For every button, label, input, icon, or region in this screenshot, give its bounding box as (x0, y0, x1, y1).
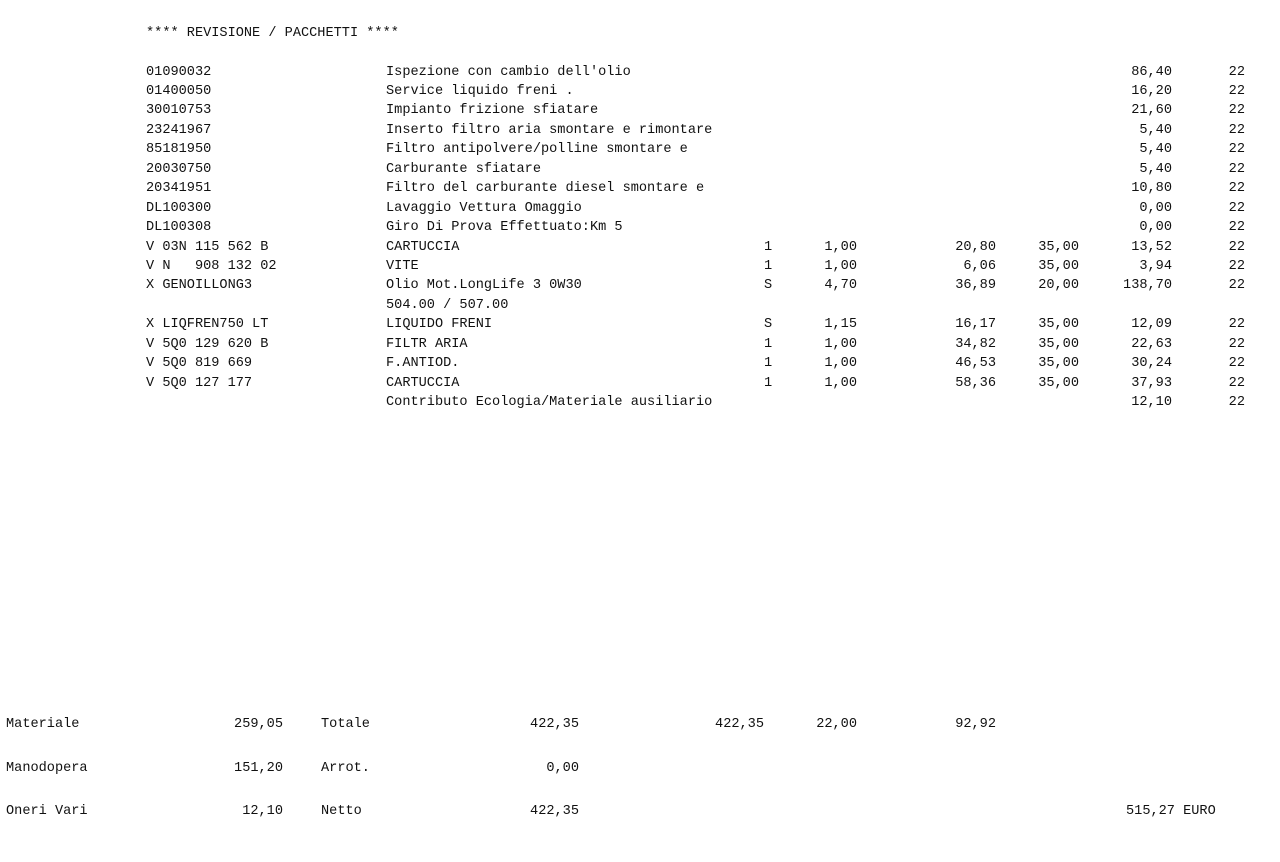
imposta-value: 92,92 (955, 717, 996, 732)
item-unit: 1 (764, 375, 773, 391)
item-unit: 1 (764, 259, 773, 274)
item-code: 20030750 (146, 161, 212, 177)
item-code: 20341951 (146, 181, 212, 197)
item-amount: 0,00 (1139, 220, 1172, 236)
materiale-value: 259,05 (234, 717, 283, 732)
item-vat: 22 (1228, 200, 1245, 216)
item-quantity: 1,00 (824, 356, 857, 372)
item-unit-price: 16,17 (955, 317, 996, 333)
item-description: Service liquido freni . (386, 83, 574, 99)
item-vat: 22 (1228, 259, 1245, 274)
item-amount: 5,40 (1139, 122, 1172, 138)
item-discount: 20,00 (1038, 278, 1079, 294)
item-vat: 22 (1228, 278, 1245, 294)
manodopera-value: 151,20 (234, 761, 283, 776)
arrot-label: Arrot. (321, 761, 370, 776)
materiale-label: Materiale (6, 717, 80, 732)
item-vat: 22 (1228, 142, 1245, 158)
item-code: V 5Q0 819 669 (146, 356, 253, 372)
item-code: 23241967 (146, 122, 212, 138)
item-description: Filtro del carburante diesel smontare e (386, 181, 705, 197)
item-description: CARTUCCIA (386, 239, 460, 255)
item-amount: 3,94 (1139, 259, 1172, 274)
imponibile-value: 422,35 (715, 717, 764, 732)
item-unit-price: 20,80 (955, 239, 996, 255)
item-code: DL100300 (146, 200, 212, 216)
item-vat: 22 (1228, 395, 1245, 411)
item-quantity: 1,00 (824, 336, 857, 352)
item-description: VITE (386, 259, 419, 274)
item-discount: 35,00 (1038, 336, 1079, 352)
item-unit-price: 34,82 (955, 336, 996, 352)
item-code: X LIQFREN750 LT (146, 317, 269, 333)
item-description: Ispezione con cambio dell'olio (386, 64, 631, 80)
item-amount: 0,00 (1139, 200, 1172, 216)
totale-value: 422,35 (530, 717, 579, 732)
item-description: CARTUCCIA (386, 375, 460, 391)
item-unit: S (764, 278, 773, 294)
item-description: Filtro antipolvere/polline smontare e (386, 142, 688, 158)
item-amount: 138,70 (1123, 278, 1172, 294)
item-unit: 1 (764, 356, 773, 372)
item-description: Impianto frizione sfiatare (386, 103, 599, 119)
item-description: Inserto filtro aria smontare e rimontare (386, 122, 713, 138)
item-amount: 12,09 (1131, 317, 1172, 333)
item-code: DL100308 (146, 220, 212, 236)
oneri-label: Oneri Vari (6, 804, 88, 819)
item-code: 01400050 (146, 83, 212, 99)
item-quantity: 1,15 (824, 317, 857, 333)
item-amount: 86,40 (1131, 64, 1172, 80)
item-code: 01090032 (146, 64, 212, 80)
item-description: Olio Mot.LongLife 3 0W30 (386, 278, 582, 294)
item-discount: 35,00 (1038, 356, 1079, 372)
item-discount: 35,00 (1038, 317, 1079, 333)
grand-total: 515,27 EURO (1126, 804, 1216, 819)
item-amount: 12,10 (1131, 395, 1172, 411)
item-vat: 22 (1228, 220, 1245, 236)
aliquota-value: 22,00 (816, 717, 857, 732)
arrot-value: 0,00 (546, 761, 579, 776)
item-quantity: 1,00 (824, 259, 857, 274)
item-vat: 22 (1228, 83, 1245, 99)
item-vat: 22 (1228, 181, 1245, 197)
item-vat: 22 (1228, 375, 1245, 391)
item-discount: 35,00 (1038, 239, 1079, 255)
item-code: 85181950 (146, 142, 212, 158)
item-unit-price: 36,89 (955, 278, 996, 294)
manodopera-label: Manodopera (6, 761, 88, 776)
item-unit-price: 58,36 (955, 375, 996, 391)
item-description: Carburante sfiatare (386, 161, 541, 177)
item-unit: S (764, 317, 773, 333)
item-unit-price: 6,06 (963, 259, 996, 274)
item-vat: 22 (1228, 122, 1245, 138)
item-quantity: 1,00 (824, 375, 857, 391)
item-code: V N 908 132 02 (146, 259, 277, 274)
item-amount: 5,40 (1139, 161, 1172, 177)
item-amount: 10,80 (1131, 181, 1172, 197)
item-code: V 5Q0 127 177 (146, 375, 253, 391)
item-code: V 5Q0 129 620 B (146, 336, 269, 352)
item-code: 30010753 (146, 103, 212, 119)
item-amount: 5,40 (1139, 142, 1172, 158)
item-amount: 13,52 (1131, 239, 1172, 255)
item-unit: 1 (764, 239, 773, 255)
item-vat: 22 (1228, 336, 1245, 352)
item-vat: 22 (1228, 161, 1245, 177)
netto-label: Netto (321, 804, 362, 819)
item-description: F.ANTIOD. (386, 356, 460, 372)
item-code: V 03N 115 562 B (146, 239, 269, 255)
item-description: Contributo Ecologia/Materiale ausiliario (386, 395, 713, 411)
item-discount: 35,00 (1038, 259, 1079, 274)
item-description: FILTR ARIA (386, 336, 468, 352)
item-unit-price: 46,53 (955, 356, 996, 372)
netto-value: 422,35 (530, 804, 579, 819)
item-amount: 16,20 (1131, 83, 1172, 99)
item-amount: 37,93 (1131, 375, 1172, 391)
item-vat: 22 (1228, 356, 1245, 372)
totale-label: Totale (321, 717, 370, 732)
item-amount: 22,63 (1131, 336, 1172, 352)
item-discount: 35,00 (1038, 375, 1079, 391)
item-vat: 22 (1228, 317, 1245, 333)
oneri-value: 12,10 (242, 804, 283, 819)
item-description: 504.00 / 507.00 (386, 297, 509, 313)
item-vat: 22 (1228, 239, 1245, 255)
item-amount: 30,24 (1131, 356, 1172, 372)
item-quantity: 4,70 (824, 278, 857, 294)
section-title: **** REVISIONE / PACCHETTI **** (146, 26, 399, 41)
item-vat: 22 (1228, 64, 1245, 80)
item-description: Giro Di Prova Effettuato:Km 5 (386, 220, 623, 236)
item-description: Lavaggio Vettura Omaggio (386, 200, 582, 216)
item-description: LIQUIDO FRENI (386, 317, 493, 333)
item-unit: 1 (764, 336, 773, 352)
item-amount: 21,60 (1131, 103, 1172, 119)
item-code: X GENOILLONG3 (146, 278, 253, 294)
item-quantity: 1,00 (824, 239, 857, 255)
item-vat: 22 (1228, 103, 1245, 119)
